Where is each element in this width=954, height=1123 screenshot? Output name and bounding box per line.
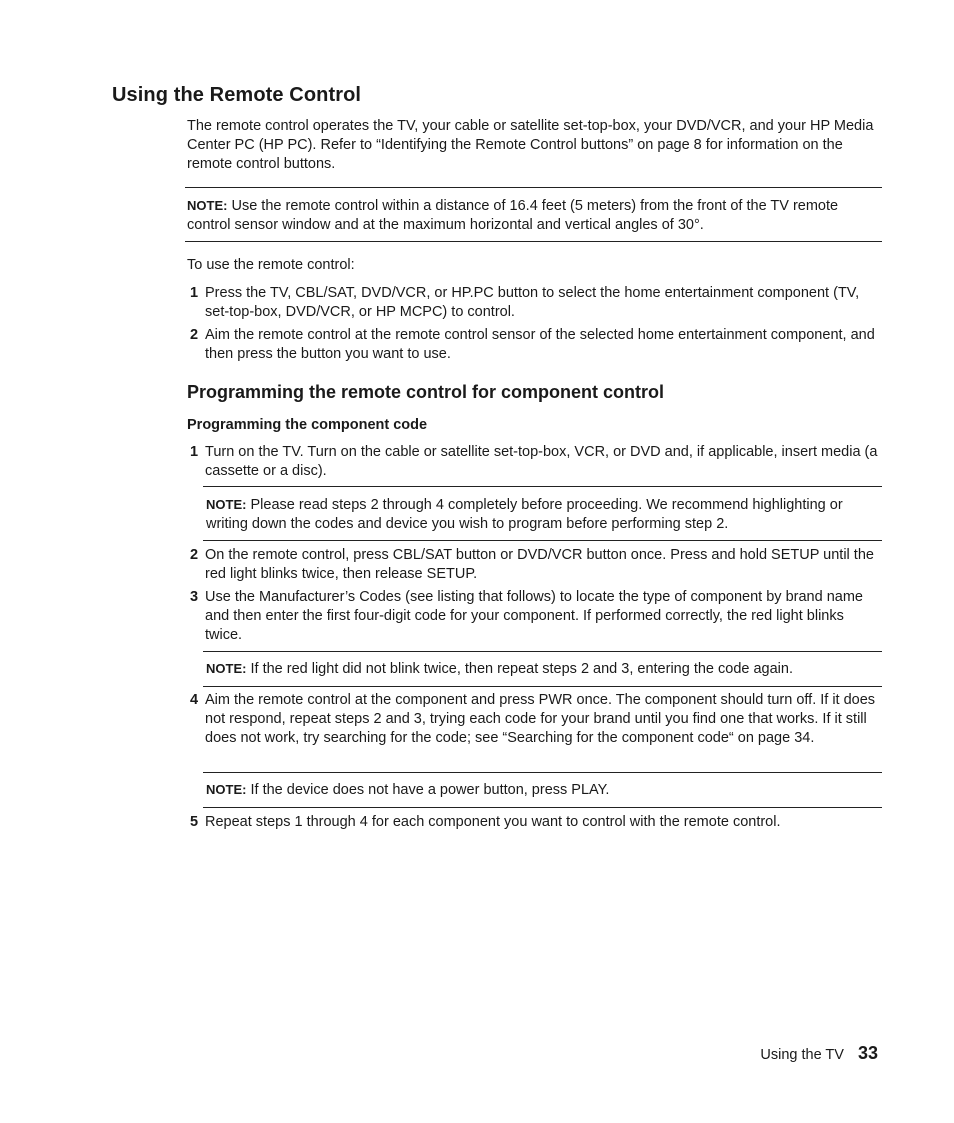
- to-use-intro: To use the remote control:: [187, 257, 355, 273]
- intro-paragraph: The remote control operates the TV, your cable or satellite set-top-box, your DVD/VCR, and your HP Media Center PC (HP PC). Refer to “Identifying the Remote Control buttons” on page 8 for information on the remote control buttons.: [187, 118, 874, 172]
- page-number: 33: [857, 1043, 878, 1063]
- note-text: Please read steps 2 through 4 completely before proceeding. We recommend highlighting or writing down the codes and device you wish to program before performing step 2.: [206, 497, 843, 532]
- step-text: Use the Manufacturer’s Codes (see listing that follows) to locate the type of component by brand name and then enter the first four-digit code for your component. If performed correctly, the red light blinks twice.: [205, 589, 863, 643]
- step-text: Aim the remote control at the remote control sensor of the selected home entertainment component, and then press the button you want to use.: [205, 327, 875, 362]
- step-number: 1: [190, 444, 199, 460]
- step-number: 2: [190, 547, 199, 563]
- procedure-heading: Programming the component code: [187, 417, 428, 433]
- note-text: If the device does not have a power button, press PLAY.: [250, 782, 610, 798]
- note-text: Use the remote control within a distance of 16.4 feet (5 meters) from the front of the TV remote control sensor window and at the maximum horizontal and vertical angles of 30°.: [187, 198, 839, 233]
- step-text: Turn on the TV. Turn on the cable or satellite set-top-box, VCR, or DVD and, if applicable, insert media (a cassette or a disc).: [205, 444, 878, 479]
- step-text: On the remote control, press CBL/SAT button or DVD/VCR button once. Press and hold SETUP until the red light blinks twice, then release SETUP.: [205, 547, 874, 582]
- step-number: 5: [190, 814, 199, 830]
- step-number: 4: [190, 692, 199, 708]
- prog-step-3: [187, 588, 882, 645]
- note-blink: [203, 651, 882, 687]
- note-read-steps: [203, 486, 882, 541]
- prog-step-1: [187, 443, 882, 481]
- use-step-1: [187, 284, 882, 322]
- page-heading: Using the Remote Control: [112, 84, 362, 106]
- step-text: Press the TV, CBL/SAT, DVD/VCR, or HP.PC button to select the home entertainment component (TV, set-top-box, DVD/VCR, or HP MCPC) to control.: [205, 285, 860, 320]
- note-text: If the red light did not blink twice, then repeat steps 2 and 3, entering the code again.: [250, 661, 793, 677]
- note-label: NOTE:: [206, 782, 247, 797]
- note-label: NOTE:: [187, 198, 228, 213]
- use-step-2: [187, 326, 882, 364]
- note-distance: [185, 187, 882, 242]
- prog-step-5: [187, 813, 882, 832]
- step-number: 2: [190, 327, 199, 343]
- footer-section-title: Using the TV: [760, 1047, 844, 1063]
- page-footer: [760, 1043, 878, 1064]
- prog-step-4: [187, 691, 882, 748]
- note-label: NOTE:: [206, 661, 247, 676]
- prog-step-2: [187, 546, 882, 584]
- step-text: Aim the remote control at the component and press PWR once. The component should turn off. If it does not respond, repeat steps 2 and 3, trying each code for your brand until you find one that works. If it still does not work, try searching for the code; see “Searching for the component code“ on page 34.: [205, 692, 876, 746]
- note-power-button: [203, 772, 882, 808]
- step-number: 3: [190, 589, 199, 605]
- step-text: Repeat steps 1 through 4 for each component you want to control with the remote control.: [205, 814, 781, 830]
- note-label: NOTE:: [206, 497, 247, 512]
- section-subheading: Programming the remote control for component control: [187, 382, 665, 402]
- step-number: 1: [190, 285, 199, 301]
